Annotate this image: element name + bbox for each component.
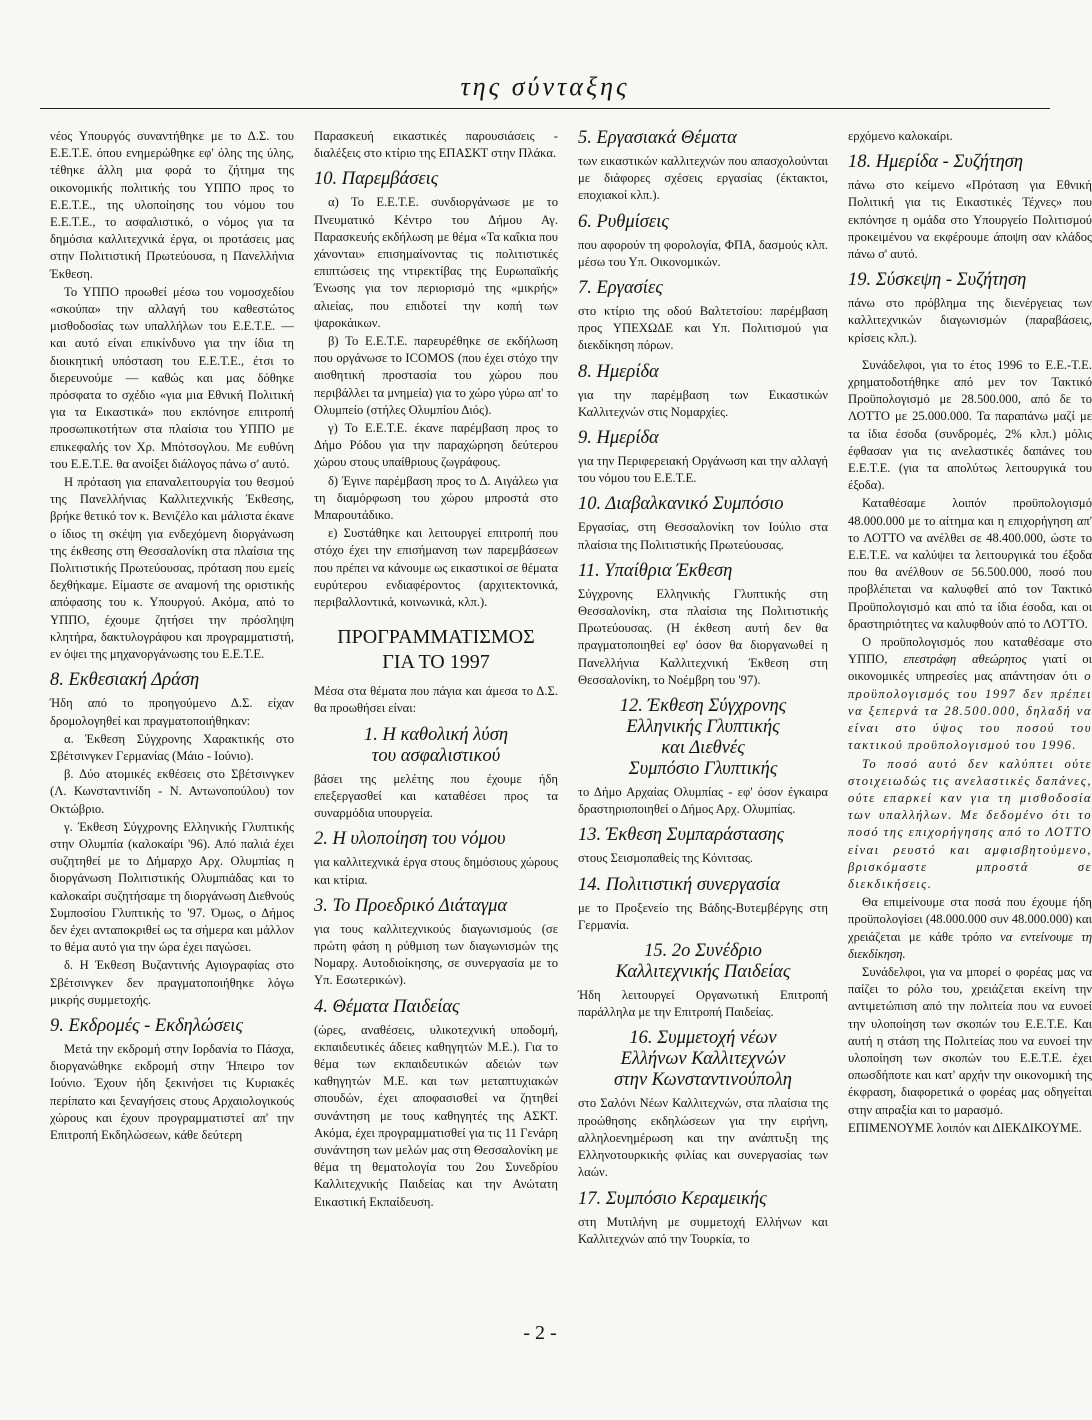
section-heading-10: 10. Παρεμβάσεις xyxy=(314,169,439,190)
text-run: γιατί οι οικονομικές υπηρεσίες μας απάντησαν ότι xyxy=(848,652,1092,684)
programme-item-heading-7: 7. Εργασίες xyxy=(578,278,663,299)
programme-heading-line-1: ΠΡΟΓΡΑΜΜΑΤΙΣΜΟΣ xyxy=(337,626,535,649)
paragraph: βάσει της μελέτης που έχουμε ήδη επεξεργασθεί και καταθέσει προς τα συναρμόδια υπουργεία. xyxy=(314,771,558,821)
page-header: της σύνταξης xyxy=(460,72,630,101)
text-run: Θα επιμείνουμε στα ποσά που έχουμε ήδη προϋπολογίσει (48.000.000 συν 48.000.000) και χρειάζεται με κάθε τρόπο xyxy=(848,895,1092,944)
paragraph: νέος Υπουργός συναντήθηκε με το Δ.Σ. του Ε.Ε.Τ.Ε. όπου ενημερώθηκε εφ' όλης της ύλης, τέθηκε άλλη μια φορά το ζήτημα της οικονομικής πολιτικής του ΥΠΠΟ προς το Ε.Ε.Τ.Ε., της υλοποίησης του νόμου του Ε.Ε.Τ.Ε., το ασφαλιστικό, ο νόμος για τα δημόσια καλλιτεχνικά έργα, οι προτάσεις μας στην Πολιτιστική Πρωτεύουσα, η Πανελλήνια Έκθεση. xyxy=(50,129,294,281)
emphasis-text: επεστράφη αθεώρητος xyxy=(903,652,1027,667)
paragraph: για την Περιφερειακή Οργάνωση και την αλλαγή του νόμου του Ε.Ε.Τ.Ε. xyxy=(578,454,828,486)
paragraph: Η πρόταση για επαναλειτουργία του θεσμού της Πανελλήνιας Καλλιτεχνικής Έκθεσης, βρήκε θετικό τον κ. Βενιζέλο και μάλιστα έκανε ο ίδιος τη σκέψη για ενδεχόμενη διοργάνωση της έκθεσης στη Θεσσαλονίκη στα πλαίσια της Πολιτιστικής Πρωτεύουσας, πρόταση που εμείς δεχθήκαμε. Είμαστε σε αναμονή της οριστικής απόφασης του κ. Υπουργού. Ακόμα, από το ΥΠΠΟ, έχουμε ζητήσει την πρόσληψη κλητήρα, δακτυλογράφου και προγραμματιστή, εν όψει της μηχανοργάνωσης του Ε.Ε.Τ.Ε. xyxy=(50,475,294,662)
list-item: α. Έκθεση Σύγχρονης Χαρακτικής στο Σβέτσινγκεν Γερμανίας (Μάιο - Ιούνιο). xyxy=(50,731,294,763)
programme-item-heading-6: 6. Ρυθμίσεις xyxy=(578,211,669,232)
paragraph: Παρασκευή εικαστικές παρουσιάσεις - διαλέξεις στο κτίριο της ΕΠΑΣΚΤ στην Πλάκα. xyxy=(314,129,558,161)
programme-item-heading-1 xyxy=(314,725,558,767)
paragraph: Συνάδελφοι, για να μπορεί ο φορέας μας να παίζει το ρόλο του, χρειάζεται εκείνη την αντιμετώπιση από την πολιτεία που να ευνοεί την υλοποίηση των σκοπών του Ε.Ε.Τ.Ε. Και αυτή η στάση της Πολιτείας που να ευνοεί την υλοποίηση των σκοπών του Ε.Ε.Τ.Ε. έχει οπωσδήποτε και κατ' αρχήν την οικονομική της έκφραση, διαφορετικά ο φορέας μας οδηγείται στην απραξία και το μαρασμό. xyxy=(848,964,1092,1117)
paragraph: Ήδη από το προηγούμενο Δ.Σ. είχαν δρομολογηθεί και πραγματοποιήθηκαν: xyxy=(50,696,294,728)
programme-item-heading-14: 14. Πολιτιστική συνεργασία xyxy=(578,874,780,895)
paragraph: στη Μυτιλήνη με συμμετοχή Ελλήνων και Καλλιτεχνών από την Τουρκία, το xyxy=(578,1214,828,1246)
programme-heading-line-2: ΓΙΑ ΤΟ 1997 xyxy=(382,651,490,674)
paragraph: (ώρες, αναθέσεις, υλικοτεχνική υποδομή, εκπαιδευτικές άδειες καθηγητών Μ.Ε.). Για το θέμα των εκπαιδευτικών αδειών των καθηγητών Μ.Ε. και των μεταπτυχιακών σπουδών, έχει αποφασισθεί να ζητηθεί συνάντηση με τους καθηγητές της ΑΣΚΤ. Ακόμα, έχει προγραμματισθεί για τις 11 Γενάρη συνάντηση των μελών μας στη Θεσσαλονίκη με θέμα τη θεματολογία του 2ου Συνεδρίου Καλλιτεχνικής Παιδείας και την Ανώτατη Εικαστική Εκπαίδευση. xyxy=(314,1022,558,1209)
column-4 xyxy=(848,128,1092,1308)
programme-item-heading-17: 17. Συμπόσιο Κεραμεικής xyxy=(578,1188,767,1209)
programme-item-heading-15 xyxy=(578,941,828,983)
heading-line: 15. 2ο Συνέδριο xyxy=(644,941,762,962)
list-item: δ. Η Έκθεση Βυζαντινής Αγιογραφίας στο Σβέτσινγκεν δεν πραγματοποιήθηκε λόγω μικρής συμμετοχής. xyxy=(50,958,294,1007)
programme-item-heading-18: 18. Ημερίδα - Συζήτηση xyxy=(848,152,1024,173)
heading-line: στην Κωνσταντινούπολη xyxy=(614,1070,792,1091)
programme-item-heading-9: 9. Ημερίδα xyxy=(578,428,659,449)
programme-heading xyxy=(314,625,558,675)
programme-item-heading-10: 10. Διαβαλκανικό Συμπόσιο xyxy=(578,494,784,515)
list-item: δ) Έγινε παρέμβαση προς το Δ. Αιγάλεω για τη διαμόρφωση του χώρου μπροστά στο Μπαρουτάδικο. xyxy=(314,473,558,523)
programme-item-heading-5: 5. Εργασιακά Θέματα xyxy=(578,128,737,148)
list-item: γ) Το Ε.Ε.Τ.Ε. έκανε παρέμβαση προς το Δήμο Ρόδου για την παραχώρηση δεύτερου χώρου στους υπαίθριους ζωγράφους. xyxy=(314,421,558,470)
programme-item-heading-19: 19. Σύσκεψη - Συζήτηση xyxy=(848,270,1027,291)
paragraph: Σύγχρονης Ελληνικής Γλυπτικής στη Θεσσαλονίκη, στα πλαίσια της Πολιτιστικής Πρωτεύουσας. (Η έκθεση αυτή δεν θα πραγματοποιηθεί εφ' όσον θα διοργανωθεί η Πανελλήνια Καλλιτεχνική Έκθεση στη Θεσσαλονίκη, το Νοέμβρη του '97). xyxy=(578,586,828,687)
paragraph: Μέσα στα θέματα που πάγια και άμεσα το Δ.Σ. θα προωθήσει είναι: xyxy=(314,684,558,716)
paragraph: στους Σεισμοπαθείς της Κόνιτσας. xyxy=(578,851,754,866)
paragraph: για την παρέμβαση των Εικαστικών Καλλιτεχνών στις Νομαρχίες. xyxy=(578,387,828,419)
paragraph: Συνάδελφοι, για το έτος 1996 το Ε.Ε.-Τ.Ε. χρηματοδοτήθηκε από μεν τον Τακτικό Προϋπολογισμό με 28.500.000, από δε το ΛΟΤΤΟ με 25.000.000. Τα παραπάνω μαζί με τα ίδια έσοδα (συνδρομές, 2% κλπ.) μόλις έφθασαν για τις ανελαστικές δαπάνες του Ε.Ε.Τ.Ε. (για τα απολύτως λειτουργικά του έξοδα). xyxy=(848,357,1092,493)
programme-item-heading-13: 13. Έκθεση Συμπαράστασης xyxy=(578,825,785,846)
column-1 xyxy=(50,128,294,1308)
header-rule xyxy=(40,108,1050,109)
paragraph: ερχόμενο καλοκαίρι. xyxy=(848,129,953,143)
list-item: ε) Συστάθηκε και λειτουργεί επιτροπή που στόχο έχει την επισήμανση των παρεμβάσεων που πρέπει να κάνουμε ως εικαστικοί σε θέματα ευρύτερου ενδιαφέροντος (αρχιτεκτονικά, περιβαλλοντικά, κοινωνικά, κλπ.). xyxy=(314,526,558,610)
list-item: γ. Έκθεση Σύγχρονης Ελληνικής Γλυπτικής στην Ολυμπία (καλοκαίρι '96). Από παλιά έχει συζητηθεί με το Δήμαρχο Αρχ. Ολυμπίας η διοργάνωση Πολιτιστικής Ολυμπιάδας και το καλοκαίρι συζητήσαμε τη διοργάνωση Διεθνούς Συμποσίου Γλυπτικής το '97. Όμως, ο Δήμος δεν έχει ανταποκριθεί ως τα σήμερα και μάλλον το θέμα αυτό για την ώρα έχει παγώσει. xyxy=(50,819,294,955)
paragraph: για τους καλλιτεχνικούς διαγωνισμούς (σε πρώτη φάση η ρύθμιση των διαγωνισμών της Νομαρχ. Αυτοδιοίκησης, σε συνεργασία με το Υπ. Εσωτερικών). xyxy=(314,921,558,988)
text-run: Ο προϋπολογισμός που καταθέσαμε στο ΥΠΠΟ, xyxy=(848,635,1092,667)
emphasis-text: ο προϋπολογισμός του 1997 δεν πρέπει να ξεπερνά τα 28.500.000, δηλαδή να είναι στο ύψος του ποσού του τακτικού προϋπολογισμού του 1996. xyxy=(848,669,1092,753)
page-number: - 2 - xyxy=(523,1322,557,1344)
paragraph: με το Προξενείο της Βάδης-Βυτεμβέργης στη Γερμανία. xyxy=(578,900,828,932)
programme-item-heading-8: 8. Ημερίδα xyxy=(578,361,659,382)
list-item: α) Το Ε.Ε.Τ.Ε. συνδιοργάνωσε με το Πνευματικό Κέντρο του Δήμου Αγ. Παρασκευής εκδήλωση με θέμα «Τα καΐκια που χάνονται» επισημαίνοντας τις πολιτιστικές επιπτώσεις της ντιρεκτίβας της Ευρωπαϊκής Ένωσης για τον περιορισμό της «μικρής» αλιείας, που επιδοτεί την κοπή των ψαροκάικων. xyxy=(314,195,558,330)
paragraph: στο Σαλόνι Νέων Καλλιτεχνών, στα πλαίσια της προώθησης εκδηλώσεων για την ειρήνη, αλληλοενημέρωση και την ανάπτυξη της Ελληνοτουρκικής φιλίας και συνεργασίας των λαών. xyxy=(578,1096,828,1180)
list-item: β) Το Ε.Ε.Τ.Ε. παρευρέθηκε σε εκδήλωση που οργάνωσε το ICOMOS (που έχει στόχο την αισθητική προστασία του χώρου που περιβάλλει τα μνημεία) για το χώρο γύρω απ' το Ολυμπείο (στήλες Ολυμπίου Διός). xyxy=(314,334,558,417)
paragraph: πάνω στο κείμενο «Πρόταση για Εθνική Πολιτική για τις Εικαστικές Τέχνες» που εκπόνησε η ομάδα στο Υπουργείο Πολιτισμού προκειμένου να εκφέρουμε άποψη σαν κλάδος πάνω σ' αυτό. xyxy=(848,178,1092,262)
emphasis-text: να εντείνουμε τη διεκδίκηση. xyxy=(848,929,1092,961)
paragraph xyxy=(848,894,1092,963)
article-columns xyxy=(50,128,1092,1308)
paragraph: Μετά την εκδρομή στην Ιορδανία το Πάσχα, διοργανώθηκε εκδρομή στην Ήπειρο τον Ιούνιο. Έχουν ήδη ξεκινήσει τις Κυριακές περίπατο και ξεναγήσεις στους Αρχαιολογικούς χώρους και έχουν προγραμματιστεί απ' την Επιτροπή Εκδηλώσεων, κάθε δεύτερη xyxy=(50,1041,294,1142)
programme-item-heading-16 xyxy=(578,1028,828,1091)
paragraph xyxy=(848,634,1092,754)
paragraph: των εικαστικών καλλιτεχνών που απασχολούνται με διάφορες σχέσεις εργασίας (έκτακτοι, εποχιακοί κλπ.). xyxy=(578,154,828,203)
paragraph: Εργασίας, στη Θεσσαλονίκη τον Ιούλιο στα πλαίσια της Πολιτιστικής Πρωτεύουσας. xyxy=(578,520,828,552)
heading-line: 16. Συμμετοχή νέων xyxy=(629,1028,777,1049)
section-heading-8: 8. Εκθεσιακή Δράση xyxy=(50,670,200,691)
paragraph: Το ποσό αυτό δεν καλύπτει ούτε στοιχειωδώς τις ανελαστικές δαπάνες, ούτε επαρκεί καν για τη μισθοδοσία των υπαλλήλων. Με δεδομένο ότι το ποσό της επιχορήγησης από το ΛΟΤΤΟ είναι ρευστό και αμφισβητούμενο, βρισκόμαστε μπροστά σε διεκδικήσεις. xyxy=(848,756,1092,891)
paragraph: για καλλιτεχνικά έργα στους δημόσιους χώρους και κτίρια. xyxy=(314,855,558,887)
programme-item-heading-11: 11. Υπαίθρια Έκθεση xyxy=(578,560,733,581)
heading-line: Ελλήνων Καλλιτεχνών xyxy=(620,1049,786,1070)
paragraph: πάνω στο πρόβλημα της διενέργειας των καλλιτεχνικών διαγωνισμών (παραβάσεις, κρίσεις κλπ.). xyxy=(848,296,1092,345)
heading-line: Καλλιτεχνικής Παιδείας xyxy=(615,962,791,983)
column-3 xyxy=(578,128,828,1308)
paragraph: στο κτίριο της οδού Βαλτετσίου: παρέμβαση προς ΥΠΕΧΩΔΕ και Υπ. Πολιτισμού για διεκδίκηση πόρων. xyxy=(578,304,828,353)
paragraph: Το ΥΠΠΟ προωθεί μέσω του νομοσχεδίου «σκούπα» την αλλαγή του καθεστώτος μισθοδοσίας των υπαλλήλων του Ε.Ε.Τ.Ε. — και αυτό είναι επικίνδυνο για την ίδια τη διοικητική υπόσταση του Ε.Ε.Τ.Ε., έτσι το διερευνούμε — καθώς και μας δόθηκε πρόσφατα το σχέδιο «για μια Εθνική Πολιτική για τα Εικαστικά» που εκπόνησε επιτροπή προσωπικοτήτων στα πλαίσια του ΥΠΠΟ με επικεφαλής τον Χρ. Μπότσογλου. Με ευθύνη του Ε.Ε.Τ.Ε. θα ανοίξει διάλογος πάνω σ' αυτό. xyxy=(50,284,294,471)
section-heading-9: 9. Εκδρομές - Εκδηλώσεις xyxy=(50,1015,243,1036)
heading-line: και Διεθνές xyxy=(661,738,745,759)
paragraph: Καταθέσαμε λοιπόν προϋπολογισμό 48.000.000 με το αίτημα και η επιχορήγηση απ' το ΛΟΤΤΟ να ανέλθει σε 48.400.000, ώστε το Ε.Ε.Τ.Ε. να καλύψει τα λειτουργικά του έξοδα που θα ανέλθουν σε 56.500.000, ποσό που προβλέπεται να καλυφθεί από τον Τακτικό Προϋπολογισμό και από τα ίδια έσοδα, και οι δραστηριότητες να καλυφθούν από το ΛΟΤΤΟ. xyxy=(848,496,1092,631)
heading-line: Συμπόσιο Γλυπτικής xyxy=(628,759,778,780)
heading-line: 12. Έκθεση Σύγχρονης xyxy=(619,696,787,717)
paragraph: που αφορούν τη φορολογία, ΦΠΑ, δασμούς κλπ. μέσω του Υπ. Οικονομικών. xyxy=(578,237,828,269)
programme-item-heading-12 xyxy=(578,696,828,780)
heading-line: Ελληνικής Γλυπτικής xyxy=(626,717,780,738)
paragraph: ΕΠΙΜΕΝΟΥΜΕ λοιπόν και ΔΙΕΚΔΙΚΟΥΜΕ. xyxy=(848,1120,1082,1135)
list-item: β. Δύο ατομικές εκθέσεις στο Σβέτσινγκεν (Λ. Κωνσταντινίδη - Ν. Αντωνοπούλου) τον Οκτώβριο. xyxy=(50,767,294,816)
heading-line: του ασφαλιστικού xyxy=(371,745,501,766)
column-2 xyxy=(314,128,558,1308)
paragraph: Ήδη λειτουργεί Οργανωτική Επιτροπή παράλληλα με την Επιτροπή Παιδείας. xyxy=(578,988,828,1020)
programme-item-heading-3: 3. Το Προεδρικό Διάταγμα xyxy=(314,895,508,916)
programme-item-heading-4: 4. Θέματα Παιδείας xyxy=(314,996,460,1017)
heading-line: 1. Η καθολική λύση xyxy=(363,724,509,745)
paragraph: το Δήμο Αρχαίας Ολυμπίας - εφ' όσον έγκαιρα δραστηριοποιηθεί ο Δήμος Αρχ. Ολυμπίας. xyxy=(578,785,828,817)
programme-item-heading-2: 2. Η υλοποίηση του νόμου xyxy=(314,829,506,850)
